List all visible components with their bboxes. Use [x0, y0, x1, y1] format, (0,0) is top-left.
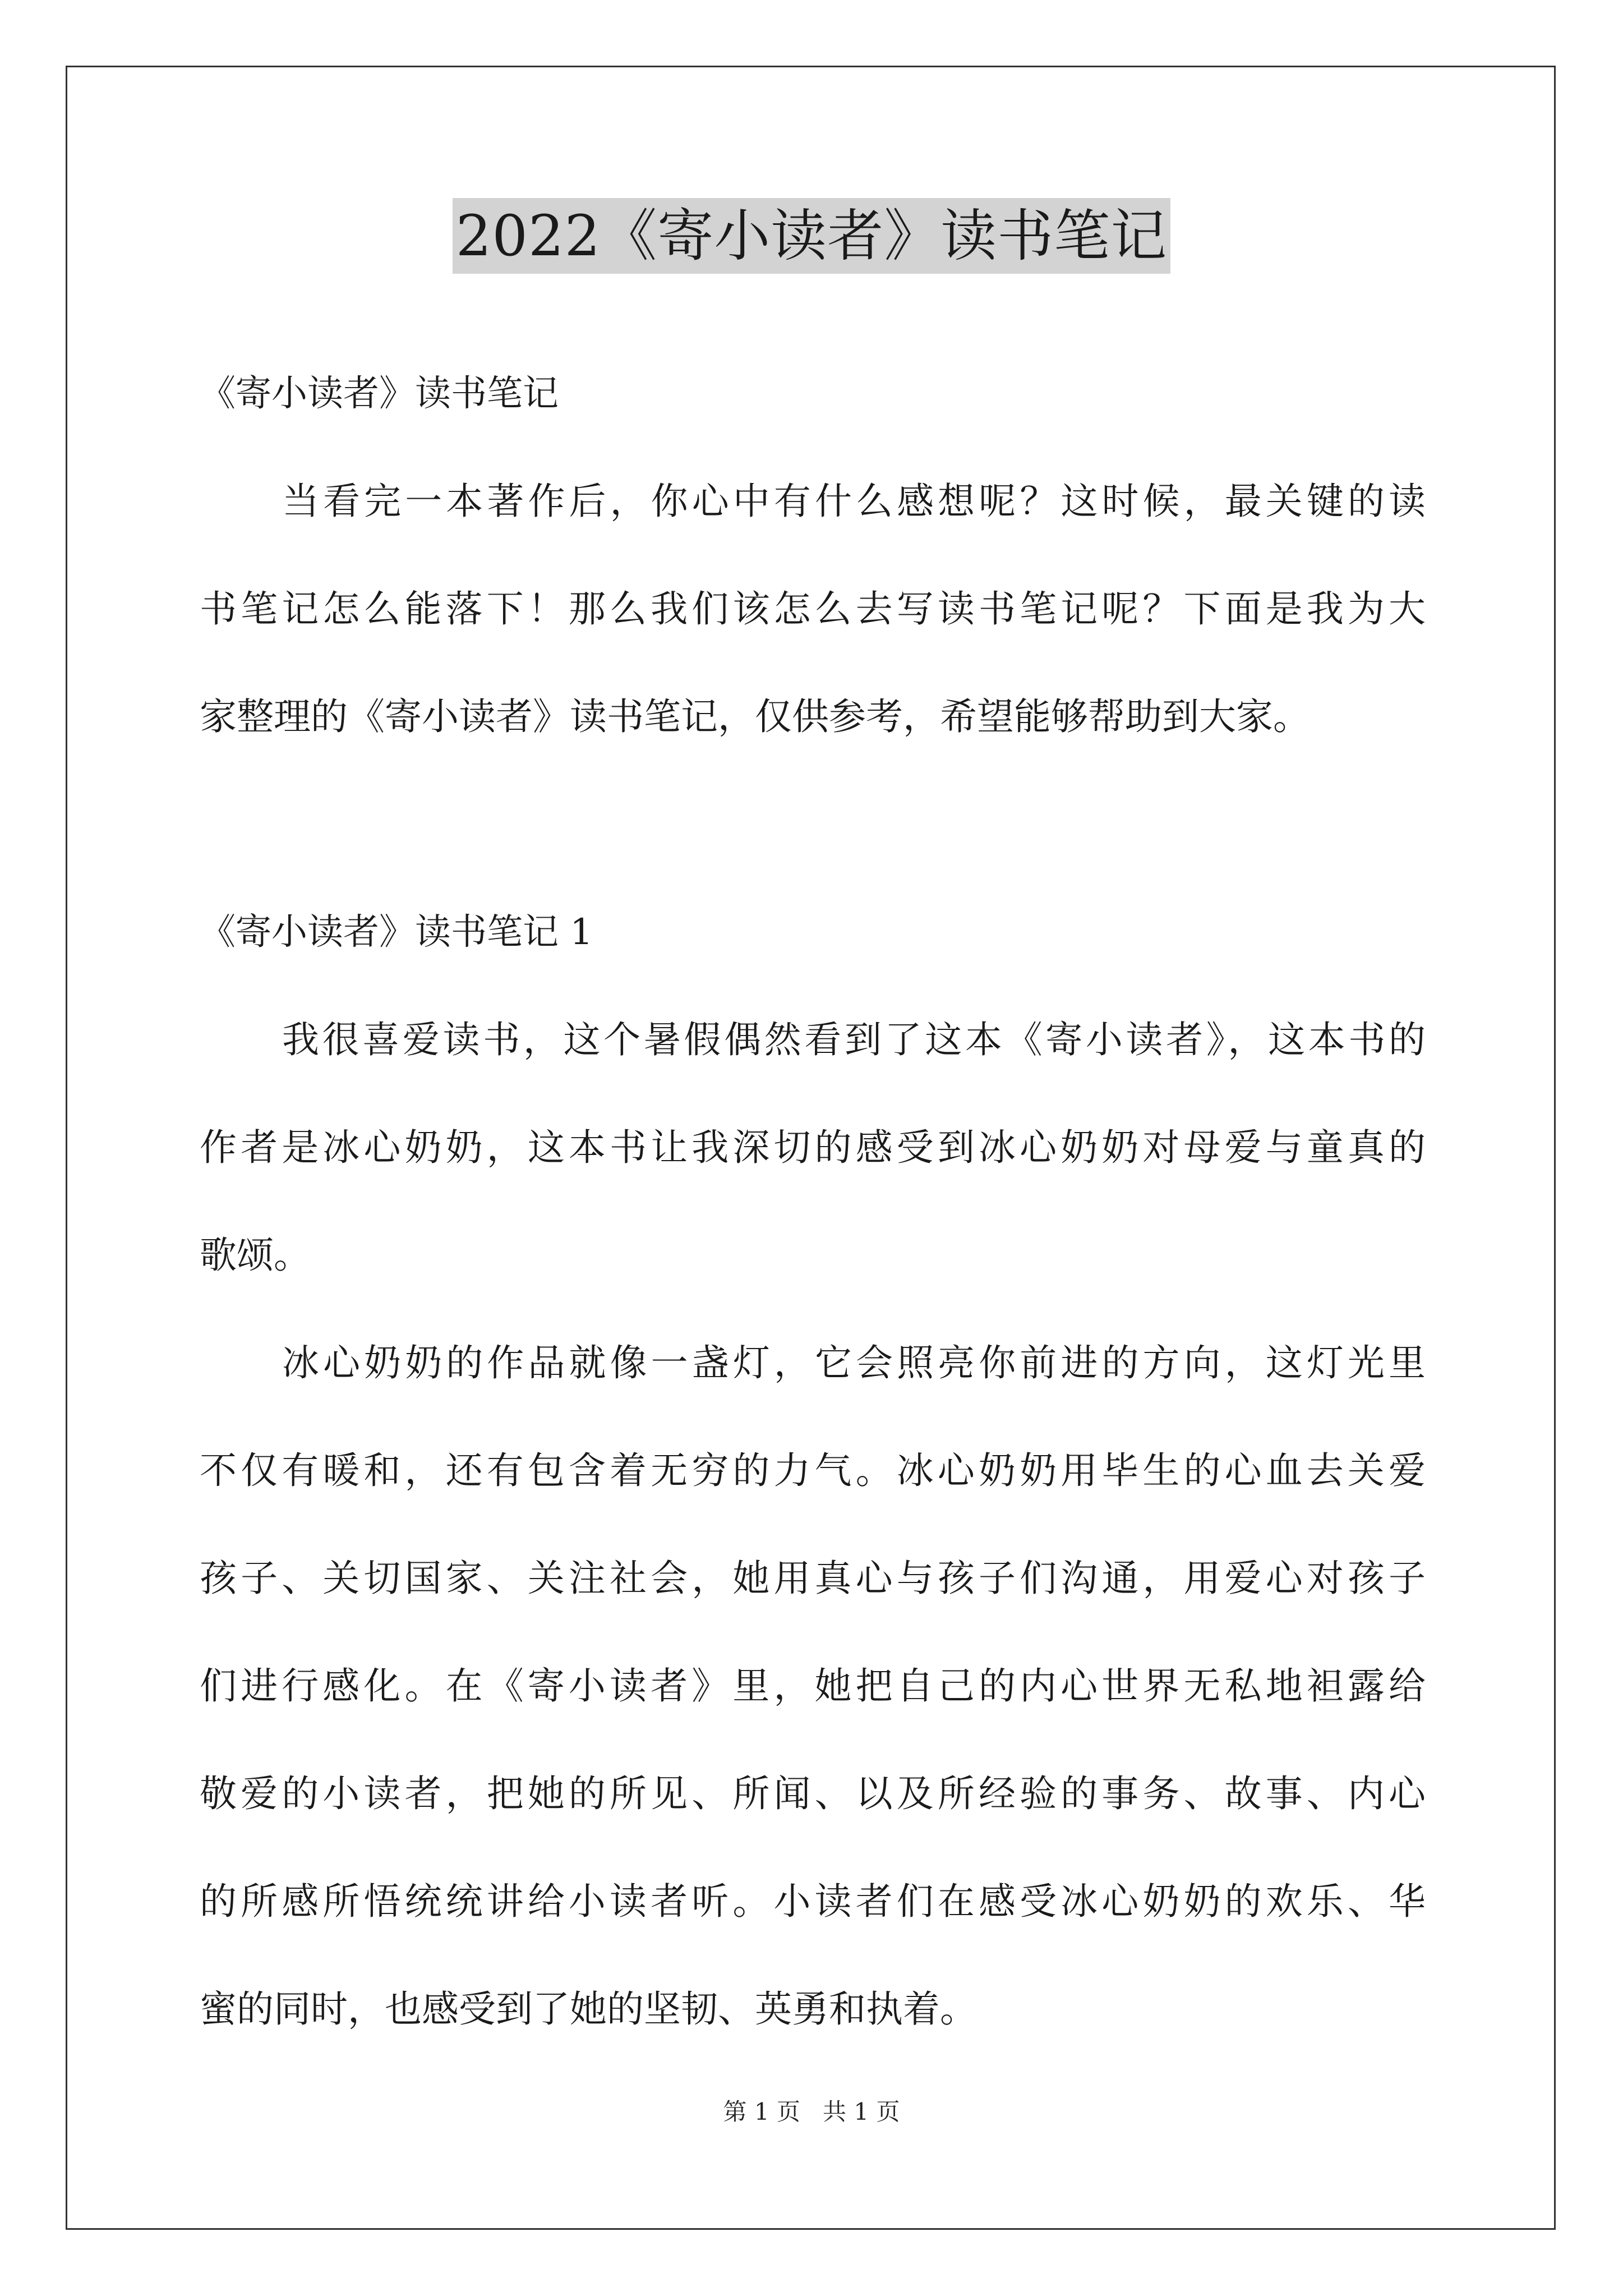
intro-line: 书笔记怎么能落下！那么我们该怎么去写读书笔记呢？下面是我为大: [200, 587, 1426, 631]
paragraph-line: 我很喜爱读书，这个暑假偶然看到了这本《寄小读者》，这本书的: [282, 1018, 1426, 1061]
paragraph-line: 的所感所悟统统讲给小读者听。小读者们在感受冰心奶奶的欢乐、华: [200, 1880, 1426, 1923]
intro-line: 家整理的《寄小读者》读书笔记，仅供参考，希望能够帮助到大家。: [200, 695, 1310, 738]
page-footer: 第 1 页 共 1 页: [723, 2098, 900, 2125]
intro-line: 当看完一本著作后，你心中有什么感想呢？这时候，最关键的读: [282, 480, 1426, 523]
paragraph-spacer: [200, 771, 1426, 878]
paragraph-line: 们进行感化。在《寄小读者》里，她把自己的内心世界无私地袒露给: [200, 1664, 1426, 1708]
section-heading: 《寄小读者》读书笔记 1: [200, 912, 593, 953]
paragraph-line: 敬爱的小读者，把她的所见、所闻、以及所经验的事务、故事、内心: [200, 1772, 1426, 1815]
paragraph-line: 蜜的同时，也感受到了她的坚韧、英勇和执着。: [200, 1987, 977, 2031]
subtitle: 《寄小读者》读书笔记: [200, 373, 559, 415]
title-container: [0, 198, 1623, 274]
paragraph-line: 歌颂。: [200, 1234, 311, 1277]
paragraph-line: 作者是冰心奶奶，这本书让我深切的感受到冰心奶奶对母爱与童真的: [200, 1126, 1426, 1169]
document-title: 2022《寄小读者》读书笔记: [453, 198, 1171, 274]
paragraph-line: 不仅有暖和，还有包含着无穷的力气。冰心奶奶用毕生的心血去关爱: [200, 1449, 1426, 1492]
document-body: [200, 340, 1426, 2063]
paragraph-line: 孩子、关切国家、关注社会，她用真心与孩子们沟通，用爱心对孩子: [200, 1557, 1426, 1600]
paragraph-line: 冰心奶奶的作品就像一盏灯，它会照亮你前进的方向，这灯光里: [282, 1341, 1426, 1384]
